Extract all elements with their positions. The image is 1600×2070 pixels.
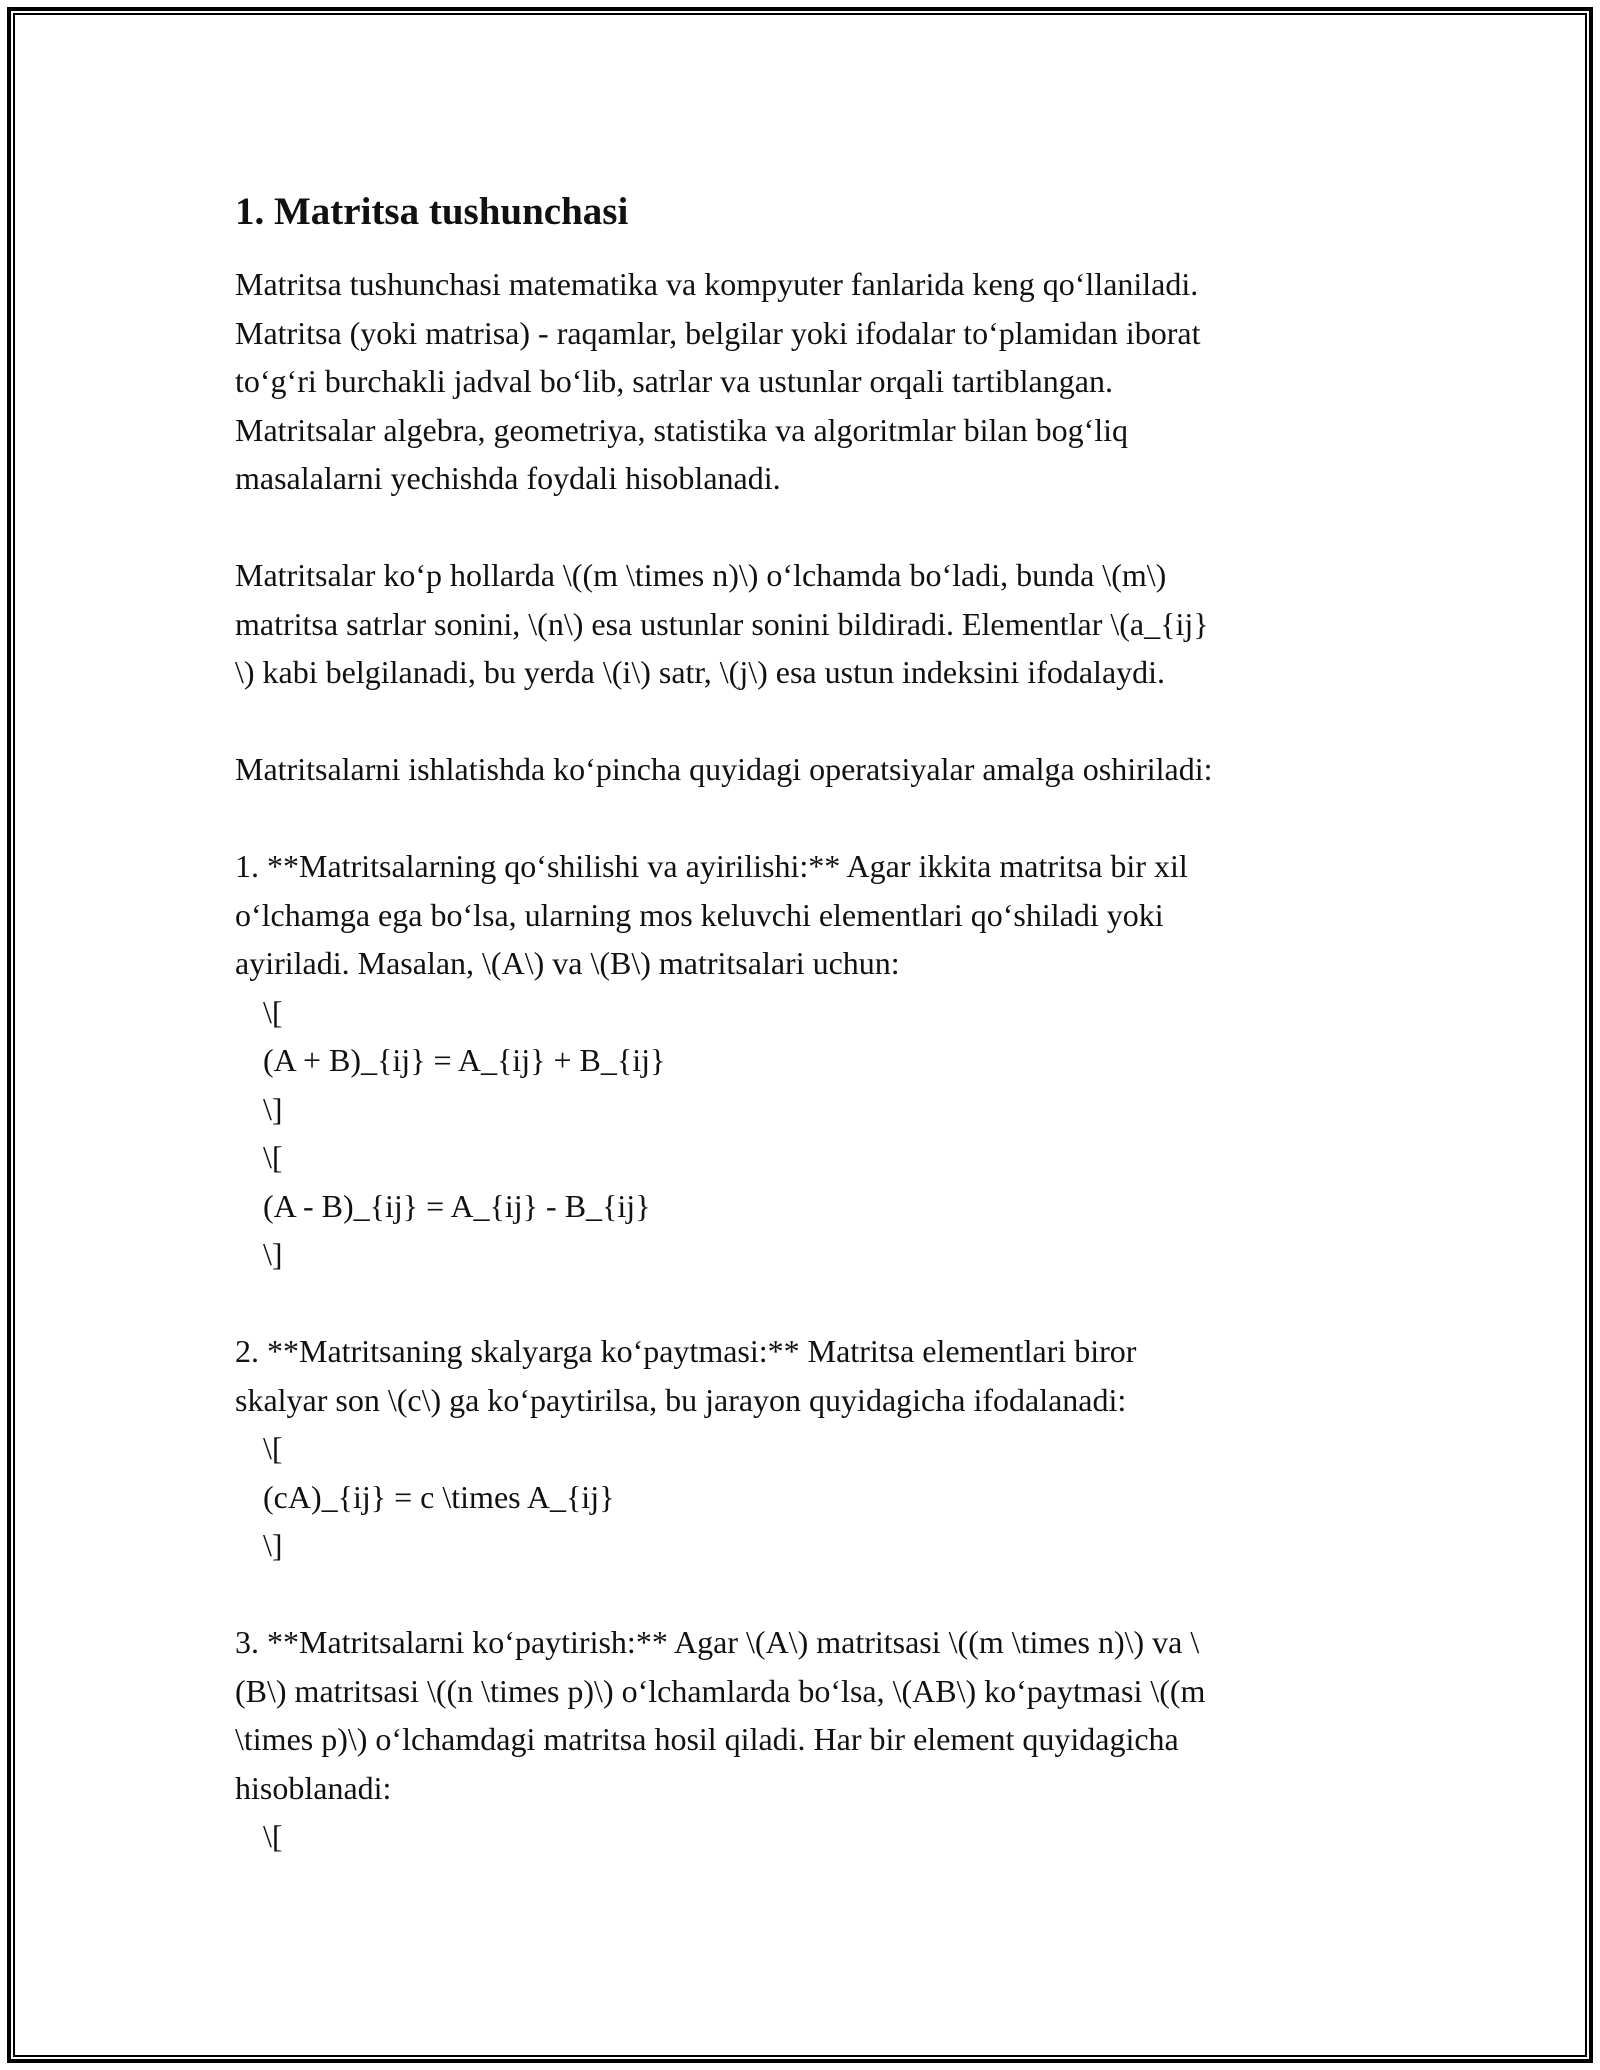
list-item-addition — [235, 842, 1375, 1279]
math-line: \[ — [263, 1139, 283, 1175]
math-line: \] — [263, 1527, 283, 1563]
text-line: to‘g‘ri burchakli jadval bo‘lib, satrlar va ustunlar orqali tartiblangan. — [235, 363, 1113, 399]
text-line: ayiriladi. Masalan, \(A\) va \(B\) matritsalari uchun: — [235, 945, 900, 981]
text-line: \) kabi belgilanadi, bu yerda \(i\) satr, \(j\) esa ustun indeksini ifodalaydi. — [235, 654, 1166, 690]
paragraph-gap — [235, 1570, 1375, 1619]
text-line: skalyar son \(c\) ga ko‘paytirilsa, bu jarayon quyidagicha ifodalanadi: — [235, 1381, 1127, 1418]
text-line: matritsa satrlar sonini, \(n\) esa ustunlar sonini bildiradi. Elementlar \(a_{ij} — [235, 605, 1209, 642]
text-line: o‘lchamga ega bo‘lsa, ularning mos keluvchi elementlari qo‘shiladi yoki — [235, 896, 1164, 933]
matrix-size-paragraph — [235, 551, 1375, 697]
section-heading: 1. Matritsa tushunchasi — [235, 190, 629, 233]
text-line: masalalarni yechishda foydali hisoblanadi. — [235, 460, 781, 496]
paragraph-gap — [235, 503, 1375, 552]
text-line: hisoblanadi: — [235, 1769, 392, 1806]
math-line: (A - B)_{ij} = A_{ij} - B_{ij} — [263, 1187, 651, 1224]
intro-paragraph — [235, 260, 1375, 503]
text-line: Matritsa (yoki matrisa) - raqamlar, belgilar yoki ifodalar to‘plamidan iborat — [235, 314, 1201, 351]
text-line: Matritsa tushunchasi matematika va kompyuter fanlarida keng qo‘llaniladi. — [235, 266, 1199, 302]
list-item-multiplication — [235, 1618, 1375, 1861]
paragraph-gap — [235, 794, 1375, 843]
operations-intro: Matritsalarni ishlatishda ko‘pincha quyidagi operatsiyalar amalga oshiriladi: — [235, 751, 1213, 787]
text-line: 1. **Matritsalarning qo‘shilishi va ayirilishi:** Agar ikkita matritsa bir xil — [235, 848, 1188, 884]
text-line: Matritsalar ko‘p hollarda \((m \times n)\) o‘lchamda bo‘ladi, bunda \(m\) — [235, 557, 1167, 593]
math-line: (cA)_{ij} = c \times A_{ij} — [263, 1478, 615, 1515]
math-line: (A + B)_{ij} = A_{ij} + B_{ij} — [263, 1042, 666, 1078]
paragraph-gap — [235, 697, 1375, 746]
math-line: \[ — [263, 993, 283, 1030]
text-line: 3. **Matritsalarni ko‘paytirish:** Agar \(A\) matritsasi \((m \times n)\) va \ — [235, 1624, 1200, 1660]
math-line: \] — [263, 1236, 283, 1272]
list-item-scalar — [235, 1327, 1375, 1570]
paragraph-gap — [235, 1279, 1375, 1328]
math-line: \[ — [263, 1818, 283, 1854]
text-line: Matritsalar algebra, geometriya, statistika va algoritmlar bilan bog‘liq — [235, 411, 1129, 448]
document-body — [235, 186, 1375, 1861]
math-line: \] — [263, 1090, 283, 1127]
text-line: (B\) matritsasi \((n \times p)\) o‘lchamlarda bo‘lsa, \(AB\) ko‘paytmasi \((m — [235, 1672, 1206, 1709]
text-line: \times p)\) o‘lchamdagi matritsa hosil qiladi. Har bir element quyidagicha — [235, 1721, 1179, 1757]
math-line: \[ — [263, 1430, 283, 1466]
text-line: 2. **Matritsaning skalyarga ko‘paytmasi:** Matritsa elementlari biror — [235, 1333, 1137, 1369]
